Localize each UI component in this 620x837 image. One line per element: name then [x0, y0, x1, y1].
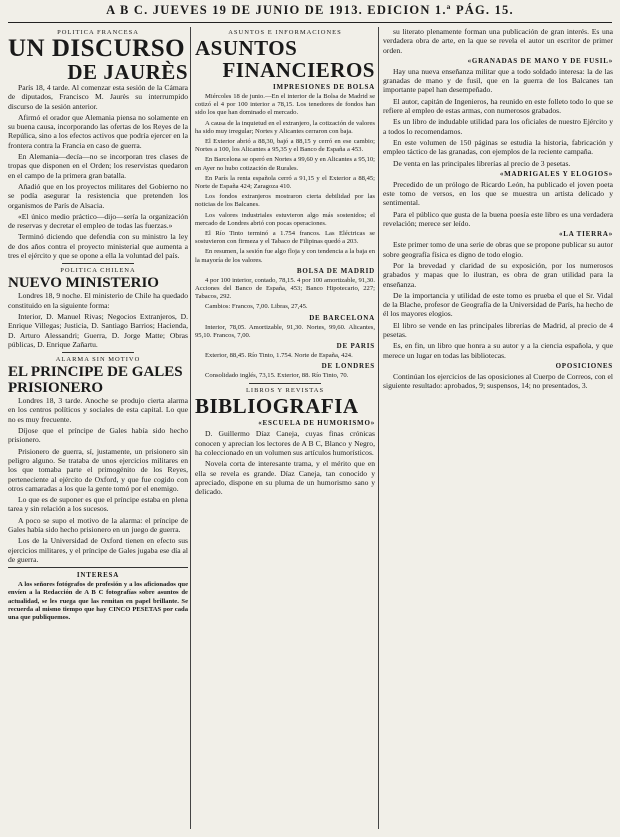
- paragraph: Este primer tomo de una serie de obras que se propone publicar su autor sobre geografía física es digno de todo elogio.: [383, 240, 613, 259]
- paragraph: Díjose que el príncipe de Gales había sido hecho prisionero.: [8, 426, 188, 445]
- paragraph: Consolidado inglés, 73,15. Exterior, 88. Río Tinto, 70.: [205, 372, 349, 380]
- paragraph: Miércoles 18 de junio.—En el interior de la Bolsa de Madrid se cotizó el 4 por 100 interior a 78,15. Los tenedores de fondos han sido los que han dominado el mercado.: [195, 93, 375, 117]
- subheading: DE PARIS: [336, 342, 375, 351]
- subheading: OPOSICIONES: [555, 361, 613, 370]
- section-label: ASUNTOS E INFORMACIONES: [228, 29, 342, 36]
- section-label: POLITICA CHILENA: [60, 267, 136, 275]
- paragraph: Exterior, 88,45. Río Tinto, 1.754. Norte de España, 424.: [205, 352, 353, 360]
- paragraph: Cambios: Francos, 7,00. Libras, 27,45.: [205, 303, 308, 311]
- paragraph: De venta en las principales librerías al precio de 3 pesetas.: [393, 158, 571, 168]
- header-rule: [8, 22, 612, 23]
- column-divider: [378, 27, 379, 829]
- headline: DE JAURÈS: [67, 60, 188, 84]
- paragraph: El Río Tinto terminó a 1.754 francos. Las Eléctricas se sostuvieron con firmeza y el Tabaco de Filipinas quedó a 203.: [195, 230, 375, 246]
- paragraph: En este volumen de 150 páginas se estudia la historia, fabricación y empleo táctico de las granadas, con ejemplos de la reciente campaña.: [383, 137, 613, 157]
- subheading: «LA TIERRA»: [559, 230, 613, 239]
- headline: ASUNTOS: [195, 36, 298, 60]
- column-divider: [190, 27, 191, 829]
- paragraph: En París la renta española cerró a 91,15 y el Exterior a 88,45; Norte de España 424; Zaragoza 410.: [195, 174, 375, 191]
- paragraph: Es, en fin, un libro que honra a su autor y a la ciencia española, y que merece un lugar en todas las bibliotecas.: [383, 341, 613, 360]
- notice-heading: INTERESA: [76, 571, 120, 580]
- paragraph: A poco se supo el motivo de la alarma: el príncipe de Gales había sido hecho prisionero en un juego de guerra.: [8, 515, 188, 534]
- paragraph: En Barcelona se operó en Nortes a 99,60 y en Alicantes a 95,10; en Ayer no hubo cotización de Rurales.: [195, 156, 375, 172]
- headline: NUEVO MINISTERIO: [8, 275, 159, 292]
- paragraph: Terminó diciendo que defendía con su ministro la ley de dos años contra el proyecto ministerial que aumenta a tres el ejército y que se opone a ella la voluntad del país.: [8, 232, 188, 261]
- headline: FINANCIEROS: [222, 58, 375, 82]
- paragraph: El libro se vende en las principales librerías de Madrid, al precio de 4 pesetas.: [383, 320, 613, 340]
- page-header: A B C. JUEVES 19 DE JUNIO DE 1913. EDICION 1.ª PÁG. 15.: [106, 3, 514, 17]
- subheading: BOLSA DE MADRID: [296, 266, 375, 275]
- paragraph: Hay una nueva enseñanza militar que a todo soldado interesa: la de las granadas de mano y de fusil, que en la guerra de los Balcanes tan importante papel han desempeñado.: [383, 66, 613, 95]
- paragraph: «El único medio práctico—dijo—sería la organización de reservas y decretar el empleo de todas las fuerzas.»: [8, 211, 188, 231]
- paragraph: El autor, capitán de Ingenieros, ha reunido en este folleto todo lo que se refiere al empleo de estas armas, con numerosos grabados.: [383, 96, 613, 116]
- rule: [8, 567, 188, 568]
- column-2: [195, 27, 375, 829]
- paragraph: Continúan los ejercicios de las oposiciones al Cuerpo de Correos, con el siguiente resultado: aprobados, 9; suspensos, 14; no presentados, 3.: [383, 371, 613, 391]
- subheading: «ESCUELA DE HUMORISMO»: [258, 419, 375, 428]
- paragraph: Añadió que en los proyectos militares del Gobierno no se podía asegurar la resistencia que pretenden los organismos de París de Alsacia.: [8, 181, 188, 210]
- paragraph: Novela corta de interesante trama, y el mérito que en ella se revela es grande. Díaz Caneja, tan conocido y apreciado, dispone en su pluma de un humorismo sano y delicado.: [195, 459, 375, 497]
- paragraph: 4 por 100 interior, contado, 78,15. 4 por 100 amortizable, 91,30. Acciones del Banco de España, 453; Banco Hipotecario, 227; Tabacos, 292.: [195, 276, 375, 301]
- paragraph: Londres 18, 3 tarde. Anoche se produjo cierta alarma en los centros políticos y sociales de esta capital. Lo que no es muy frecuente.: [8, 396, 188, 424]
- rule: [62, 263, 134, 264]
- section-label: ALARMA SIN MOTIVO: [55, 356, 141, 364]
- headline: UN DISCURSO: [8, 35, 186, 62]
- subheading: «MADRIGALES Y ELOGIOS»: [499, 169, 613, 178]
- subheading: DE BARCELONA: [309, 313, 375, 322]
- paragraph: A causa de la inquietud en el extranjero, la cotización de valores ha sido muy irregular; Nortes y Alicantes cerraron con baja.: [195, 119, 375, 135]
- subheading: «GRANADAS DE MANO Y DE FUSIL»: [467, 56, 613, 65]
- paragraph: Lo que es de suponer es que el príncipe estaba en plena tarea y sin relación a los sucesos.: [8, 495, 188, 514]
- paragraph: París 18, 4 tarde. Al comenzar esta sesión de la Cámara de diputados, Francisco M. Jaurès su interrumpido discurso de la sesión anterior.: [8, 83, 188, 111]
- paragraph: En resumen, la sesión fue algo floja y con tendencia a la baja en la mayoría de los valores.: [195, 248, 375, 264]
- paragraph: El Exterior abrió a 88,30, bajó a 88,15 y cerró en ese cambio; Nortes a 100, los Alicantes a 95,35 y el Banco de España a 453.: [195, 138, 375, 154]
- paragraph: Por la brevedad y claridad de su exposición, por los numerosos grabados y mapas que lo ilustran, es obra de gran utilidad para la enseñanza.: [383, 260, 613, 289]
- paragraph: De la importancia y utilidad de este tomo es prueba el que el Sr. Vidal de la Blache, profesor de Geografía de la Universidad de París, ha hecho de él los mayores elogios.: [383, 290, 613, 319]
- paragraph: Los de la Universidad de Oxford tienen en efecto sus ejercicios militares, y el príncipe de Gales jugaba ese día al de guerra.: [8, 536, 188, 564]
- paragraph: su literato plenamente forman una publicación de gran interés. Es una verdadera obra de arte, en la que se revela el autor un escritor de primer orden.: [383, 27, 613, 55]
- article-body: [8, 83, 188, 260]
- paragraph: Prisionero de guerra, sí, justamente, un prisionero sin peligro alguno. Se trataba de unos ejercicios militares en los que tomaba parte el primogénito de los Reyes, perteneciente al ejército de Oxford, y que fue cogido con otros camaradas a los que la gente tomó por el enemigo.: [8, 446, 188, 493]
- rule: [249, 383, 321, 384]
- paragraph: D. Guillermo Díaz Caneja, cuyas finas crónicas conocen y aprecian los lectores de A B C, Blanco y Negro, ha coleccionado en un volumen sus artículos humorísticos.: [195, 429, 375, 458]
- paragraph: Es un libro de indudable utilidad para los oficiales de nuestro Ejército y a todos lo recomendamos.: [383, 117, 613, 136]
- subheading: DE LONDRES: [321, 362, 375, 371]
- subheading: IMPRESIONES DE BOLSA: [273, 83, 375, 91]
- paragraph: Interior, 78,05. Amortizable, 91,30. Nortes, 99,60. Alicantes, 95,10. Francos, 7,00.: [195, 323, 375, 339]
- paragraph: Interior, D. Manuel Rivas; Negocios Extranjeros, D. Enrique Villegas; Justicia, D. Santiago Barrios; Hacienda, D. Arturo Alessandri; Guerra, D. Jorge Matte; Obras públicas, D. Enrique Zañartu.: [8, 311, 188, 349]
- section-label: POLITICA FRANCESA: [57, 29, 139, 36]
- section-label: LIBROS Y REVISTAS: [245, 387, 325, 395]
- paragraph: En Alemania—decía—no se incorporan tres clases de tropas que disponen en el Orden; los reservistas quedaron en el campo de la primera gran batalla.: [8, 152, 188, 180]
- paragraph: Londres 18, 9 noche. El ministerio de Chile ha quedado constituido en la siguiente forma:: [8, 291, 188, 310]
- paragraph: Los fondos extranjeros mostraron cierta debilidad por las noticias de los Balcanes.: [195, 193, 375, 209]
- headline: EL PRINCIPE DE GALES PRISIONERO: [8, 364, 183, 397]
- paragraph: Afirmó el orador que Alemania piensa no solamente en su buena causa, incorporando las ofertas de los Reyes de la Repúlica, sino a los efectos activos que podría ejercer en la frontera contra la Francia en caso de guerra.: [8, 112, 188, 150]
- paragraph: Los valores industriales estuvieron algo más sostenidos; el mercado de Londres abrió con pocas operaciones.: [195, 211, 375, 227]
- paragraph: Precedido de un prólogo de Ricardo León, ha publicado el joven poeta este tomo de versos, en los que se muestra un artista delicado y sentimental.: [383, 179, 613, 208]
- column-3: [383, 27, 613, 829]
- rule: [62, 352, 134, 353]
- paragraph: Para el público que gusta de la buena poesía este libro es una verdadera revelación; merece ser leído.: [383, 209, 613, 229]
- headline: BIBLIOGRAFIA: [195, 394, 359, 419]
- column-1: [8, 27, 188, 829]
- notice-paragraph: A los señores fotógrafos de profesión y a los aficionados que envíen a la Redacción de A B C fotografías sobre asuntos de actualidad, se les ruega que las remitan en papel brillante. Se recuerda al mismo tiempo que hay CINCO PESETAS por cada una que publiquemos.: [8, 581, 188, 621]
